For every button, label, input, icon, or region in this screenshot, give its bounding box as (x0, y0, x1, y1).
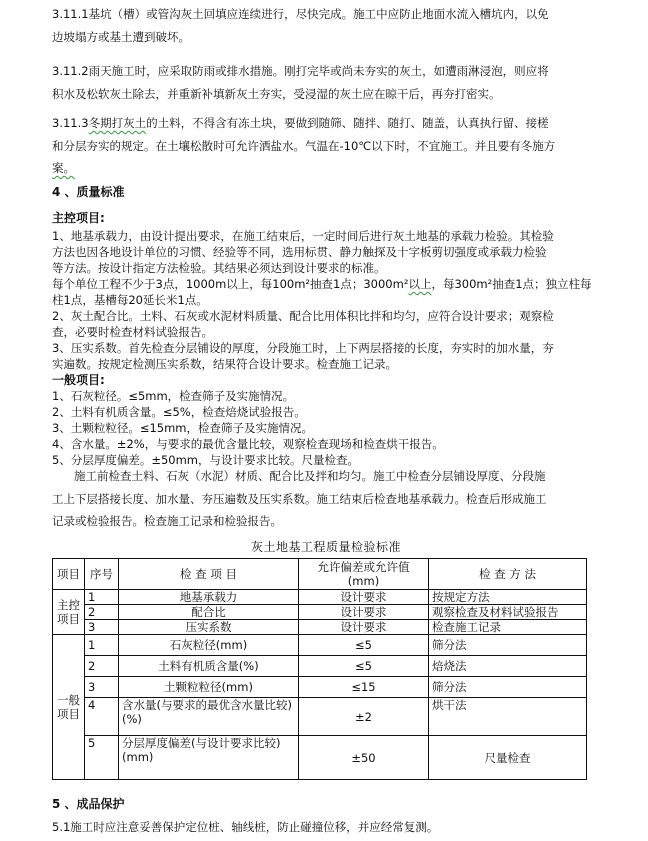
text-line: 1、地基承载力，由设计提出要求，在施工结束后，一定时间后进行灰土地基的承载力检验。其检验 (52, 229, 554, 243)
table-row (53, 736, 587, 780)
text-line: 方法也因各地设计单位的习惯、经验等不同，选用标贯、静力触探及十字板剪切强度或承载力检验 (52, 245, 547, 259)
general-items-title: 一般项目: (52, 373, 105, 387)
para-3-11-2 (52, 60, 600, 105)
header-cell: 项目 (53, 559, 85, 590)
header-cell: 检 查 方 法 (429, 559, 587, 590)
item-cell: 配合比 (119, 605, 299, 620)
no-cell: 1 (85, 590, 119, 605)
text-line (52, 112, 600, 135)
text-line: 3.11.2雨天施工时，应采取防雨或排水措施。刚打完毕或尚未夯实的灰土，如遭雨淋浸泡，则应将 (52, 64, 549, 78)
no-cell: 5 (85, 736, 119, 780)
value-cell: ≤5 (299, 656, 429, 677)
main-items-block (52, 208, 600, 468)
no-cell: 3 (85, 677, 119, 698)
text-line: 柱1点，基槽每20延长米1点。 (52, 293, 208, 307)
marked-term: 以上 (408, 277, 432, 291)
text-run: ，每300m²抽查1点；独立柱每 (431, 277, 592, 291)
text-line: 施工前检查土料、石灰（水泥）材质、配合比及拌和均匀。施工中检查分层铺设厚度、分段施 (74, 469, 546, 483)
table-row (53, 698, 587, 736)
text-line: 3、压实系数。首先检查分层铺设的厚度，分段施工时，上下两层搭接的长度，夯实时的加水量，夯 (52, 341, 554, 355)
value-cell: 设计要求 (299, 605, 429, 620)
method-cell: 焙烧法 (429, 656, 587, 677)
quality-standard-table (52, 558, 587, 780)
no-cell: 4 (85, 698, 119, 736)
text-line: 工上下层搭接长度、加水量、夯压遍数及压实系数。施工结束后检查地基承载力。检查后形成施工 (52, 491, 547, 506)
no-cell: 2 (85, 605, 119, 620)
method-cell: 筛分法 (429, 635, 587, 656)
text-run: 的土料，不得含有冻土块，要做到随筛、随拌、随打、随盖，认真执行留、接槎 (146, 116, 549, 130)
item-cell: 含水量(与要求的最优含水量比较)(%) (119, 698, 299, 736)
method-cell: 观察检查及材料试验报告 (429, 605, 587, 620)
table-row (53, 656, 587, 677)
heading-text: 5 、成品保护 (52, 797, 125, 811)
text-run: 和分层夯实的规定。在土壤松散时可允许洒盐水。气温在-10℃以下时，不宜施工。并且要有冬施方 (52, 138, 556, 153)
text-line: 查，必要时检查材料试验报告。 (52, 325, 213, 339)
header-cell: 序号 (85, 559, 119, 590)
value-cell: ±50 (299, 736, 429, 780)
table-row (53, 635, 587, 656)
para-3-11-3 (52, 112, 600, 180)
section-5-heading (52, 794, 600, 814)
value-cell: 设计要求 (299, 620, 429, 635)
item-cell: 分层厚度偏差(与设计要求比较)(mm) (119, 736, 299, 780)
header-cell: 允许偏差或允许值(mm) (299, 559, 429, 590)
text-line: 3.11.1基坑（槽）或管沟灰土回填应连续进行，尽快完成。施工中应防止地面水流入槽坑内，以免 (52, 7, 549, 21)
summary-paragraph (52, 465, 600, 533)
table-caption: 灰土地基工程质量检验标准 (250, 540, 401, 554)
para-5-1 (52, 816, 600, 839)
no-cell: 3 (85, 620, 119, 635)
header-cell: 检 查 项 目 (119, 559, 299, 590)
text-line (52, 135, 600, 158)
method-cell: 按规定方法 (429, 590, 587, 605)
text-line: 2、灰土配合比。土料、石灰或水泥材料质量、配合比用体积比拌和均匀，应符合设计要求；观察检 (52, 309, 554, 323)
section-4-heading (52, 182, 600, 202)
main-items-title: 主控项目: (52, 211, 105, 225)
table-row (53, 605, 587, 620)
text-line: 积水及松软灰土除去，并重新补填新灰土夯实，受浸湿的灰土应在晾干后，再夯打密实。 (52, 86, 501, 101)
item-cell: 石灰粒径(mm) (119, 635, 299, 656)
no-cell: 1 (85, 635, 119, 656)
item-cell: 土料有机质含量(%) (119, 656, 299, 677)
group-cell-general: 一般项目 (53, 635, 85, 780)
heading-text: 4 、质量标准 (52, 185, 125, 199)
table-row (53, 620, 587, 635)
value-cell: ±2 (299, 698, 429, 736)
method-cell: 尺量检查 (429, 736, 587, 780)
method-cell: 烘干法 (429, 698, 587, 736)
item-cell: 压实系数 (119, 620, 299, 635)
text-line: 实遍数。按规定检测压实系数，结果符合设计要求。检查施工记录。 (52, 357, 397, 371)
no-cell: 2 (85, 656, 119, 677)
method-cell: 筛分法 (429, 677, 587, 698)
text-line (52, 276, 600, 292)
item-cell: 土颗粒粒径(mm) (119, 677, 299, 698)
table-row (53, 590, 587, 605)
table-header-row (53, 559, 587, 590)
text-line: 记录或检验报告。检查施工记录和检验报告。 (52, 514, 282, 528)
marked-term: 冬期打灰土 (88, 116, 147, 130)
text-line: 边坡塌方或基土遭到破坏。 (52, 29, 190, 44)
text-line: 5、分层厚度偏差。±50mm，与设计要求比较。尺量检查。 (52, 453, 359, 467)
clause-number: 3.11.3 (52, 116, 89, 130)
method-cell: 检查施工记录 (429, 620, 587, 635)
para-3-11-1 (52, 3, 600, 48)
value-cell: ≤5 (299, 635, 429, 656)
text-line: 等方法。按设计指定方法检验。其结果必须达到设计要求的标准。 (52, 261, 386, 275)
group-cell-main: 主控项目 (53, 590, 85, 635)
value-cell: 设计要求 (299, 590, 429, 605)
table-row (53, 677, 587, 698)
text-line: 5.1施工时应注意妥善保护定位桩、轴线桩，防止碰撞位移，并应经常复测。 (52, 820, 439, 834)
text-run: 每个单位工程不少于3点，1000m以上，每100m²抽查1点；3000m² (52, 277, 409, 291)
text-line: 4、含水量。±2%，与要求的最优含量比较，观察检查现场和检查烘干报告。 (52, 437, 444, 451)
text-line: 2、土料有机质含量。≤5%，检查焙烧试验报告。 (52, 405, 306, 419)
item-cell: 地基承载力 (119, 590, 299, 605)
text-line: 案。 (52, 161, 75, 175)
text-line: 3、土颗粒粒径。≤15mm，检查筛子及实施情况。 (52, 421, 313, 435)
value-cell: ≤15 (299, 677, 429, 698)
text-line: 1、石灰粒径。≤5mm，检查筛子及实施情况。 (52, 389, 295, 403)
